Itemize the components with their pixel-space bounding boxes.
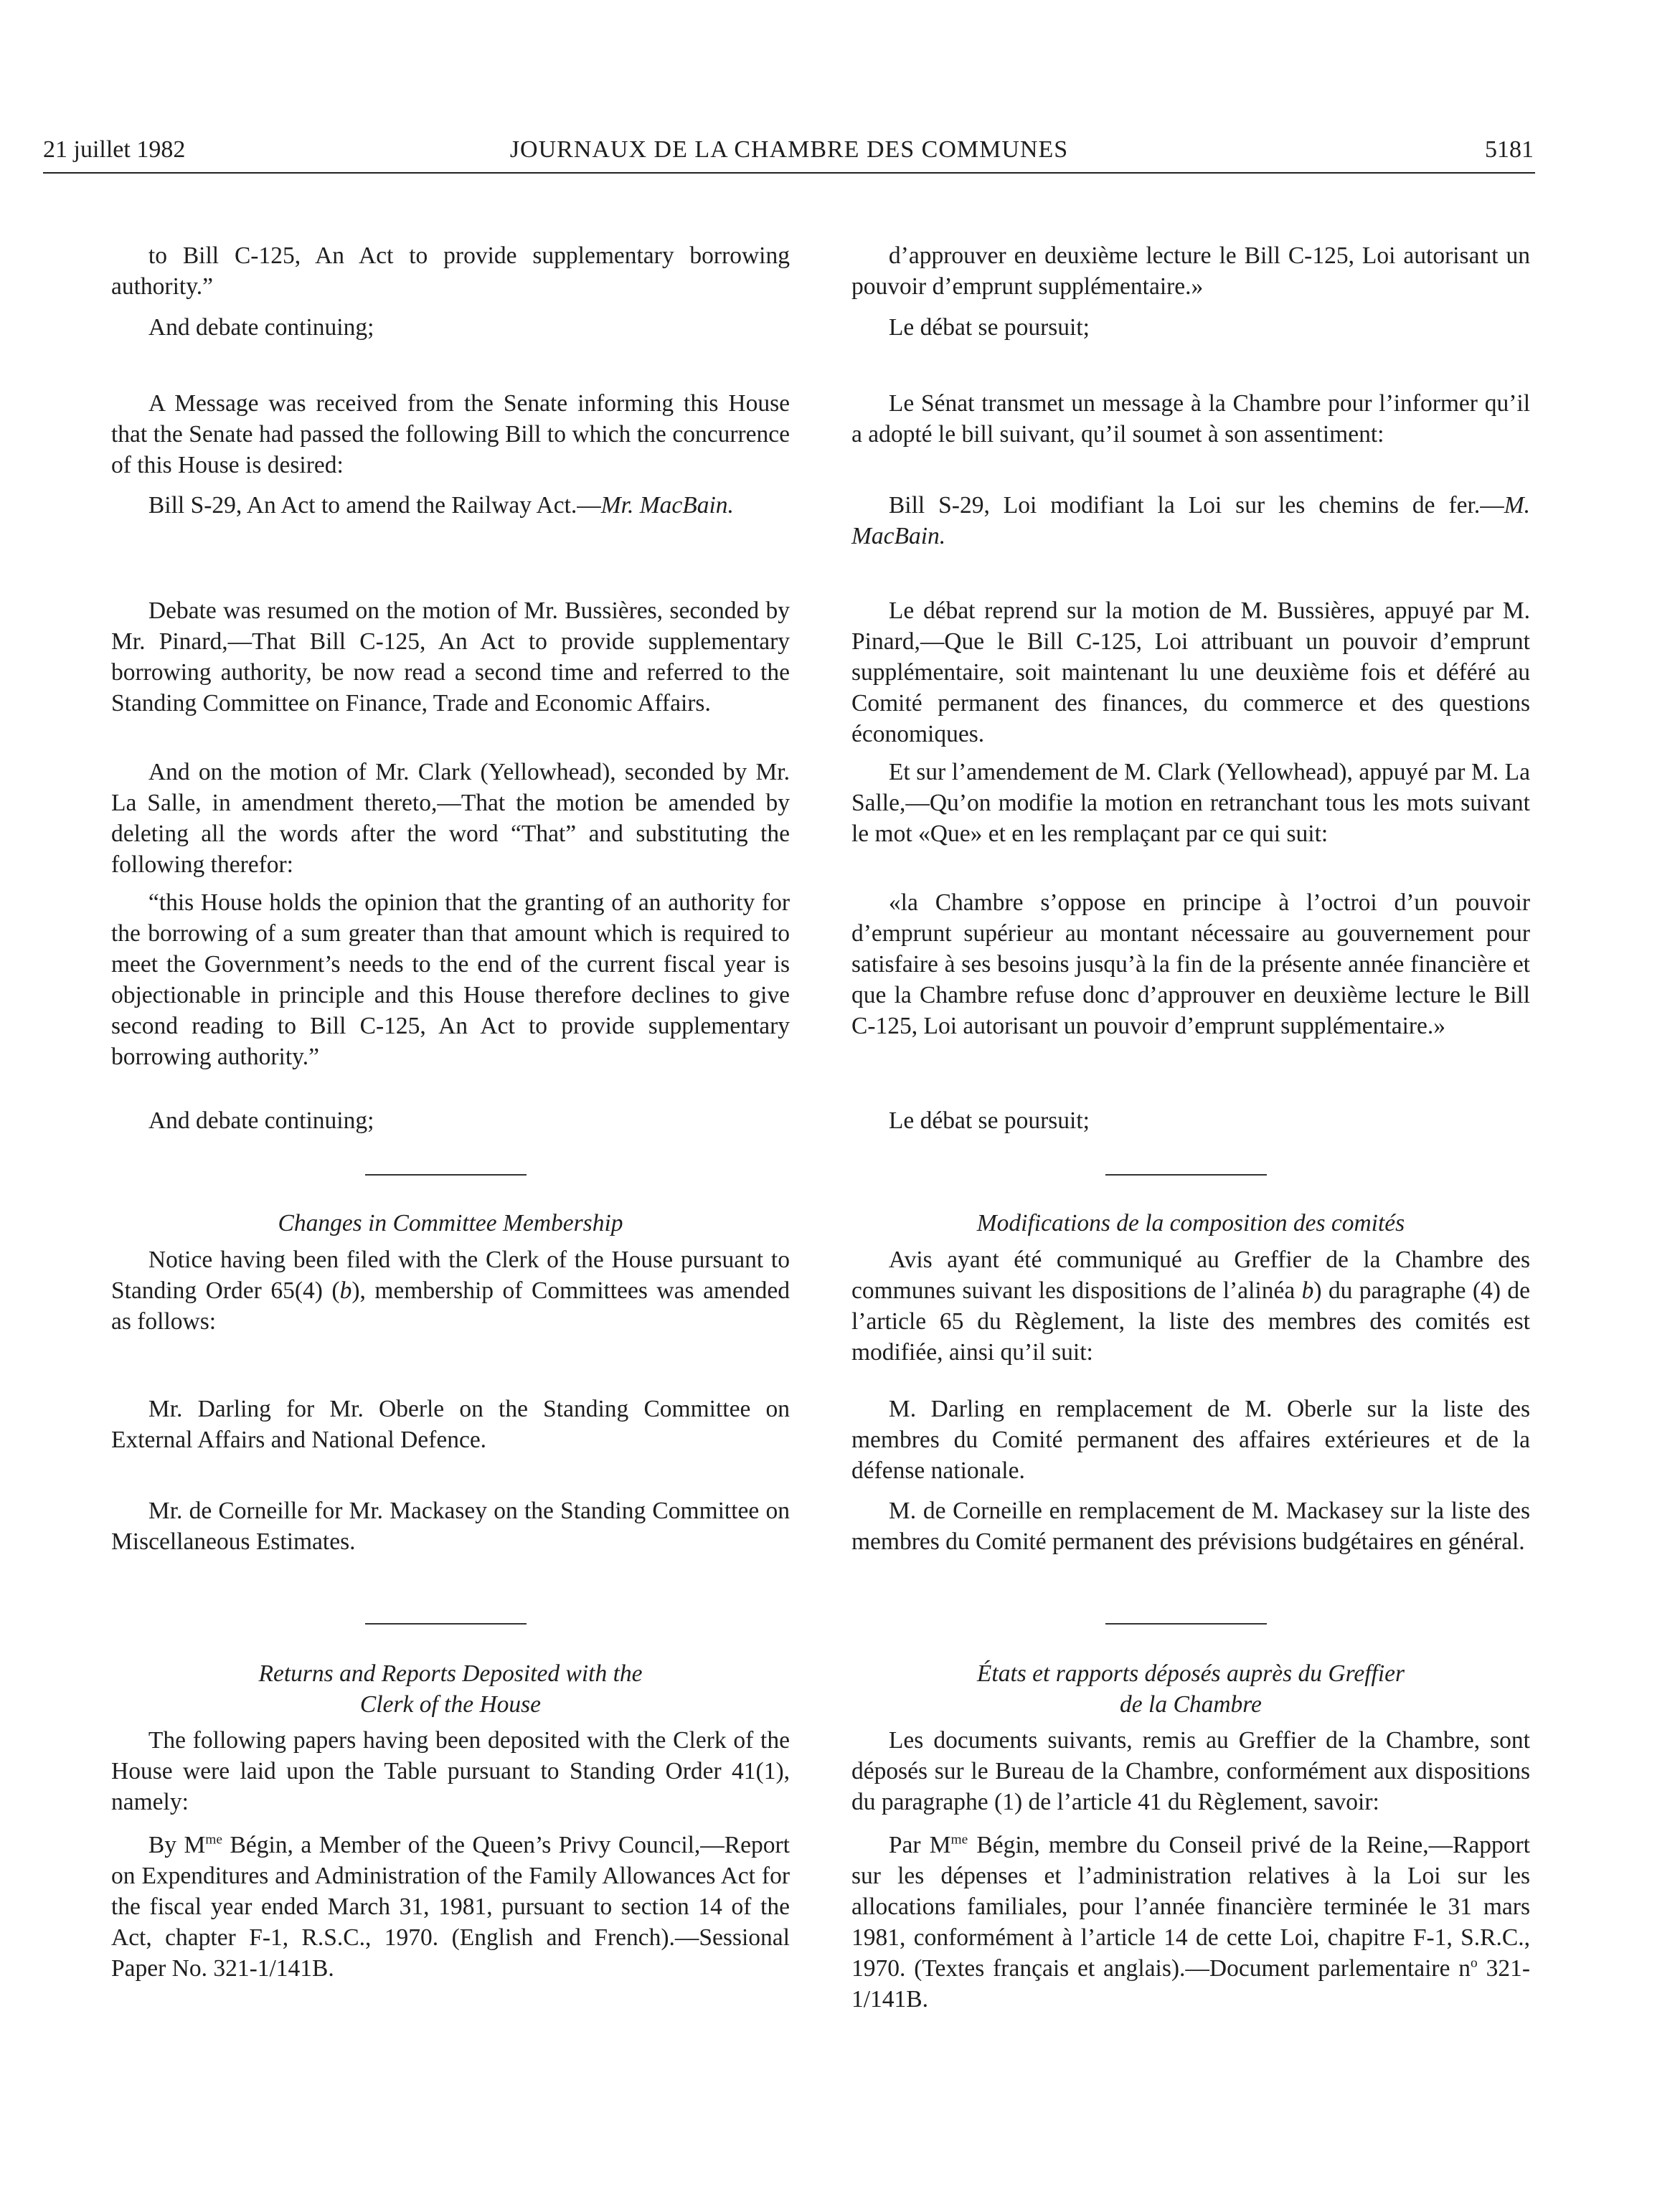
member-name: Mr. MacBain.	[600, 492, 734, 519]
paragraph: Mr. Darling for Mr. Oberle on the Standing Committee on External Affairs and National Defence.	[111, 1396, 790, 1453]
section-divider	[1105, 1174, 1267, 1176]
text-run: By M	[148, 1832, 206, 1858]
paragraph	[851, 490, 1530, 552]
text-run: b	[339, 1277, 352, 1304]
text-run: b	[1301, 1277, 1314, 1304]
heading-line: États et rapports déposés auprès du Greffier	[976, 1660, 1405, 1687]
paragraph: to Bill C-125, An Act to provide supplementary borrowing authority.”	[111, 242, 790, 300]
paragraph	[851, 1830, 1530, 2015]
heading-line: Clerk of the House	[359, 1691, 542, 1718]
page-number: 5181	[1485, 136, 1534, 163]
paragraph: M. de Corneille en remplacement de M. Mackasey sur la liste des membres du Comité permanent des prévisions budgétaires en général.	[851, 1498, 1530, 1555]
section-divider	[365, 1174, 527, 1176]
text-run: Par M	[888, 1832, 951, 1858]
section-heading	[851, 1658, 1530, 1720]
text-run: Notice having been filed with the Clerk of the House pursuant to Standing Order 65(4) (	[111, 1247, 790, 1304]
text-run: 321-1/141B.	[851, 1955, 1531, 2013]
section-divider	[1105, 1623, 1267, 1625]
paragraph: And debate continuing;	[148, 1107, 374, 1134]
paragraph	[111, 1830, 790, 1984]
header-date: 21 juillet 1982	[43, 136, 186, 163]
paragraph: And on the motion of Mr. Clark (Yellowhead), seconded by Mr. La Salle, in amendment thereto,—That the motion be amended by deleting all the words after the word “That” and substituting the following therefor:	[111, 759, 790, 878]
section-heading	[111, 1658, 790, 1720]
paragraph: Les documents suivants, remis au Greffier de la Chambre, sont déposés sur le Bureau de la Chambre, conformément aux dispositions du paragraphe (1) de l’article 41 du Règlement, savoir:	[851, 1727, 1530, 1815]
section-divider	[365, 1623, 527, 1625]
paragraph	[111, 490, 790, 521]
text-run: Bégin, a Member of the Queen’s Privy Council,—Report on Expenditures and Administration of the Family Allowances Act for the fiscal year ended March 31, 1981, pursuant to section 14 of the Act, chapter F-1, R.S.C., 1970. (English and French).—Sessional Paper No. 321-1/141B.	[111, 1832, 790, 1982]
paragraph: And debate continuing;	[148, 314, 374, 341]
paragraph	[851, 1244, 1530, 1368]
paragraph: M. Darling en remplacement de M. Oberle sur la liste des membres du Comité permanent des affaires extérieures et de la défense nationale.	[851, 1396, 1530, 1484]
paragraph: The following papers having been deposited with the Clerk of the House were laid upon the Table pursuant to Standing Order 41(1), namely:	[111, 1727, 790, 1815]
paragraph: Mr. de Corneille for Mr. Mackasey on the Standing Committee on Miscellaneous Estimates.	[111, 1498, 790, 1555]
paragraph	[111, 1244, 790, 1337]
paragraph: Et sur l’amendement de M. Clark (Yellowhead), appuyé par M. La Salle,—Qu’on modifie la motion en retranchant tous les mots suivant le mot «Que» et en les remplaçant par ce qui suit:	[851, 759, 1530, 847]
text-run: ) du paragraphe (4) de l’article 65 du Règlement, la liste des membres des comités est modifiée, ainsi qu’il suit:	[851, 1277, 1530, 1366]
bill-text: Bill S-29, An Act to amend the Railway Act.—	[148, 492, 601, 519]
heading-line: de la Chambre	[1120, 1691, 1262, 1718]
paragraph: A Message was received from the Senate informing this House that the Senate had passed the following Bill to which the concurrence of this House is desired:	[111, 390, 790, 478]
bill-text: Bill S-29, Loi modifiant la Loi sur les chemins de fer.—	[888, 492, 1504, 519]
paragraph: Le Sénat transmet un message à la Chambre pour l’informer qu’il a adopté le bill suivant, qu’il soumet à son assentiment:	[851, 390, 1530, 448]
paragraph: Le débat reprend sur la motion de M. Bussières, appuyé par M. Pinard,—Que le Bill C-125, Loi attribuant un pouvoir d’emprunt supplémentaire, soit maintenant lu une deuxième fois et déféré au Comité permanent des finances, du commerce et des questions économiques.	[851, 597, 1530, 747]
text-run: Avis ayant été communiqué au Greffier de la Chambre des communes suivant les dispositions de l’alinéa	[851, 1247, 1530, 1304]
paragraph: d’approuver en deuxième lecture le Bill C-125, Loi autorisant un pouvoir d’emprunt supplémentaire.»	[851, 242, 1530, 300]
quoted-amendment: «la Chambre s’oppose en principe à l’octroi d’un pouvoir d’emprunt supérieur au montant nécessaire au gouvernement pour satisfaire à ses besoins jusqu’à la fin de la présente année financière et que la Chambre refuse donc d’approuver en deuxième lecture le Bill C-125, Loi autorisant un pouvoir d’emprunt supplémentaire.»	[851, 889, 1530, 1039]
paragraph: Debate was resumed on the motion of Mr. Bussières, seconded by Mr. Pinard,—That Bill C-125, An Act to provide supplementary borrowing authority, be now read a second time and referred to the Standing Committee on Finance, Trade and Economic Affairs.	[111, 597, 790, 717]
text-run: Bégin, membre du Conseil privé de la Reine,—Rapport sur les dépenses et l’administration relatives à la Loi sur les allocations familiales, pour l’année financière terminée le 31 mars 1981, conformément à l’article 14 de cette Loi, chapitre F-1, S.R.C., 1970. (Textes français et anglais).—Document parlementaire n	[851, 1832, 1530, 1982]
heading-line: Returns and Reports Deposited with the	[258, 1660, 643, 1687]
section-heading: Changes in Committee Membership	[278, 1210, 623, 1237]
section-heading: Modifications de la composition des comités	[976, 1210, 1405, 1237]
member-name: M. MacBain.	[851, 492, 1530, 549]
header-title: JOURNAUX DE LA CHAMBRE DES COMMUNES	[509, 136, 1069, 163]
superscript: me	[950, 1832, 968, 1848]
superscript: me	[205, 1832, 223, 1848]
superscript: o	[1471, 1955, 1478, 1971]
paragraph: Le débat se poursuit;	[888, 1107, 1090, 1134]
paragraph: Le débat se poursuit;	[888, 314, 1090, 341]
quoted-amendment: “this House holds the opinion that the granting of an authority for the borrowing of a sum greater than that amount which is required to meet the Government’s needs to the end of the current fiscal year is objectionable in principle and this House therefore declines to give second reading to Bill C-125, An Act to provide supplementary borrowing authority.”	[111, 889, 790, 1070]
text-run: ), membership of Committees was amended as follows:	[111, 1277, 790, 1335]
running-header	[43, 129, 1535, 174]
